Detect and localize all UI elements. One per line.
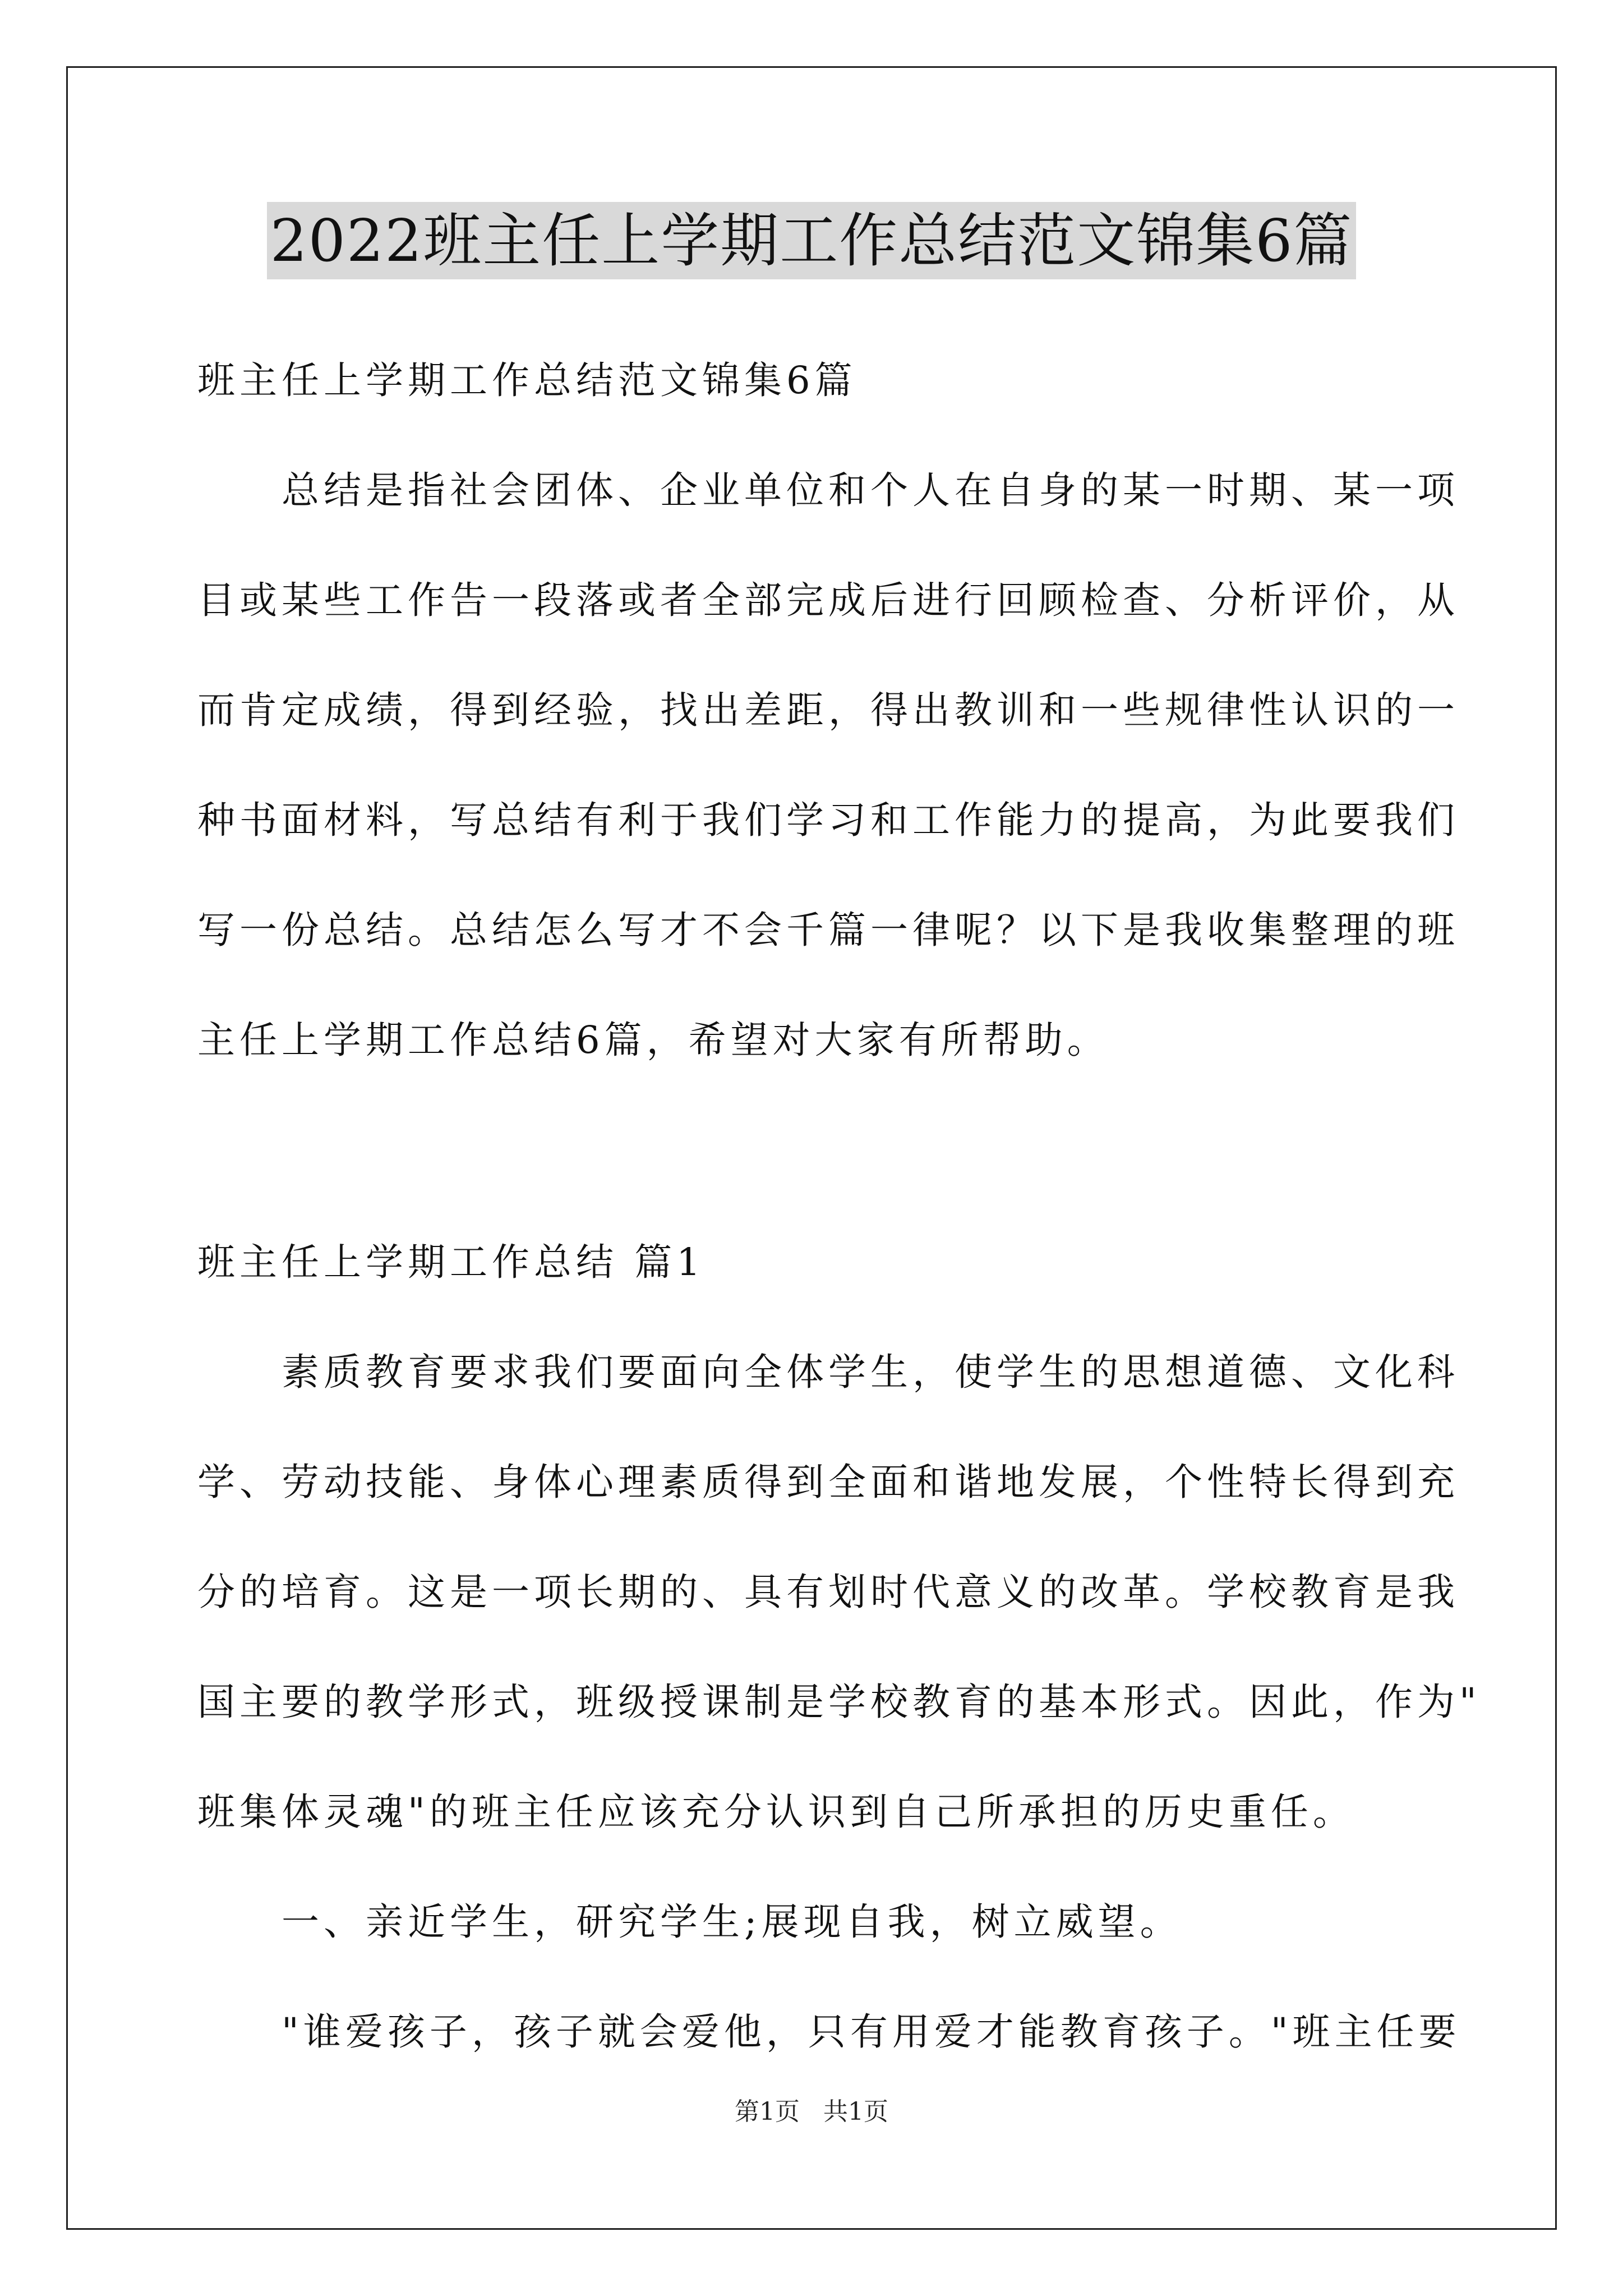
paragraph-line: 种书面材料，写总结有利于我们学习和工作能力的提高，为此要我们 xyxy=(197,798,1459,842)
page-number: 第1页 xyxy=(735,2097,800,2126)
page-footer xyxy=(0,2095,1623,2129)
paragraph-line: 班集体灵魂"的班主任应该充分认识到自己所承担的历史重任。 xyxy=(197,1790,1355,1834)
paragraph-line: 而肯定成绩，得到经验，找出差距，得出教训和一些规律性认识的一 xyxy=(197,688,1459,732)
section-heading: 班主任上学期工作总结 篇1 xyxy=(197,1240,705,1284)
paragraph-gap xyxy=(197,1095,1437,1207)
paragraph-line: 总结是指社会团体、企业单位和个人在自身的某一时期、某一项 xyxy=(282,468,1459,512)
paragraph-line: 学、劳动技能、身体心理素质得到全面和谐地发展，个性特长得到充 xyxy=(197,1460,1459,1504)
subtitle: 班主任上学期工作总结范文锦集6篇 xyxy=(197,358,857,402)
paragraph-line: 国主要的教学形式，班级授课制是学校教育的基本形式。因此，作为" xyxy=(197,1680,1481,1724)
intro-paragraph xyxy=(197,435,1459,1095)
paragraph-line: 素质教育要求我们要面向全体学生，使学生的思想道德、文化科 xyxy=(282,1350,1459,1394)
paragraph-line: 分的培育。这是一项长期的、具有划时代意义的改革。学校教育是我 xyxy=(197,1570,1459,1614)
document-body xyxy=(197,325,1481,2087)
paragraph-line: 写一份总结。总结怎么写才不会千篇一律呢？以下是我收集整理的班 xyxy=(197,908,1459,952)
quote-line: "谁爱孩子，孩子就会爱他，只有用爱才能教育孩子。"班主任要 xyxy=(282,2010,1461,2054)
point-heading: 一、亲近学生，研究学生;展现自我，树立威望。 xyxy=(282,1900,1182,1944)
paragraph-line: 目或某些工作告一段落或者全部完成后进行回顾检查、分析评价，从 xyxy=(197,578,1459,622)
body-paragraph xyxy=(197,1317,1481,1867)
title-area xyxy=(0,202,1623,279)
document-title: 2022班主任上学期工作总结范文锦集6篇 xyxy=(267,202,1357,279)
page-total: 共1页 xyxy=(823,2097,888,2126)
paragraph-line: 主任上学期工作总结6篇，希望对大家有所帮助。 xyxy=(197,1018,1109,1062)
